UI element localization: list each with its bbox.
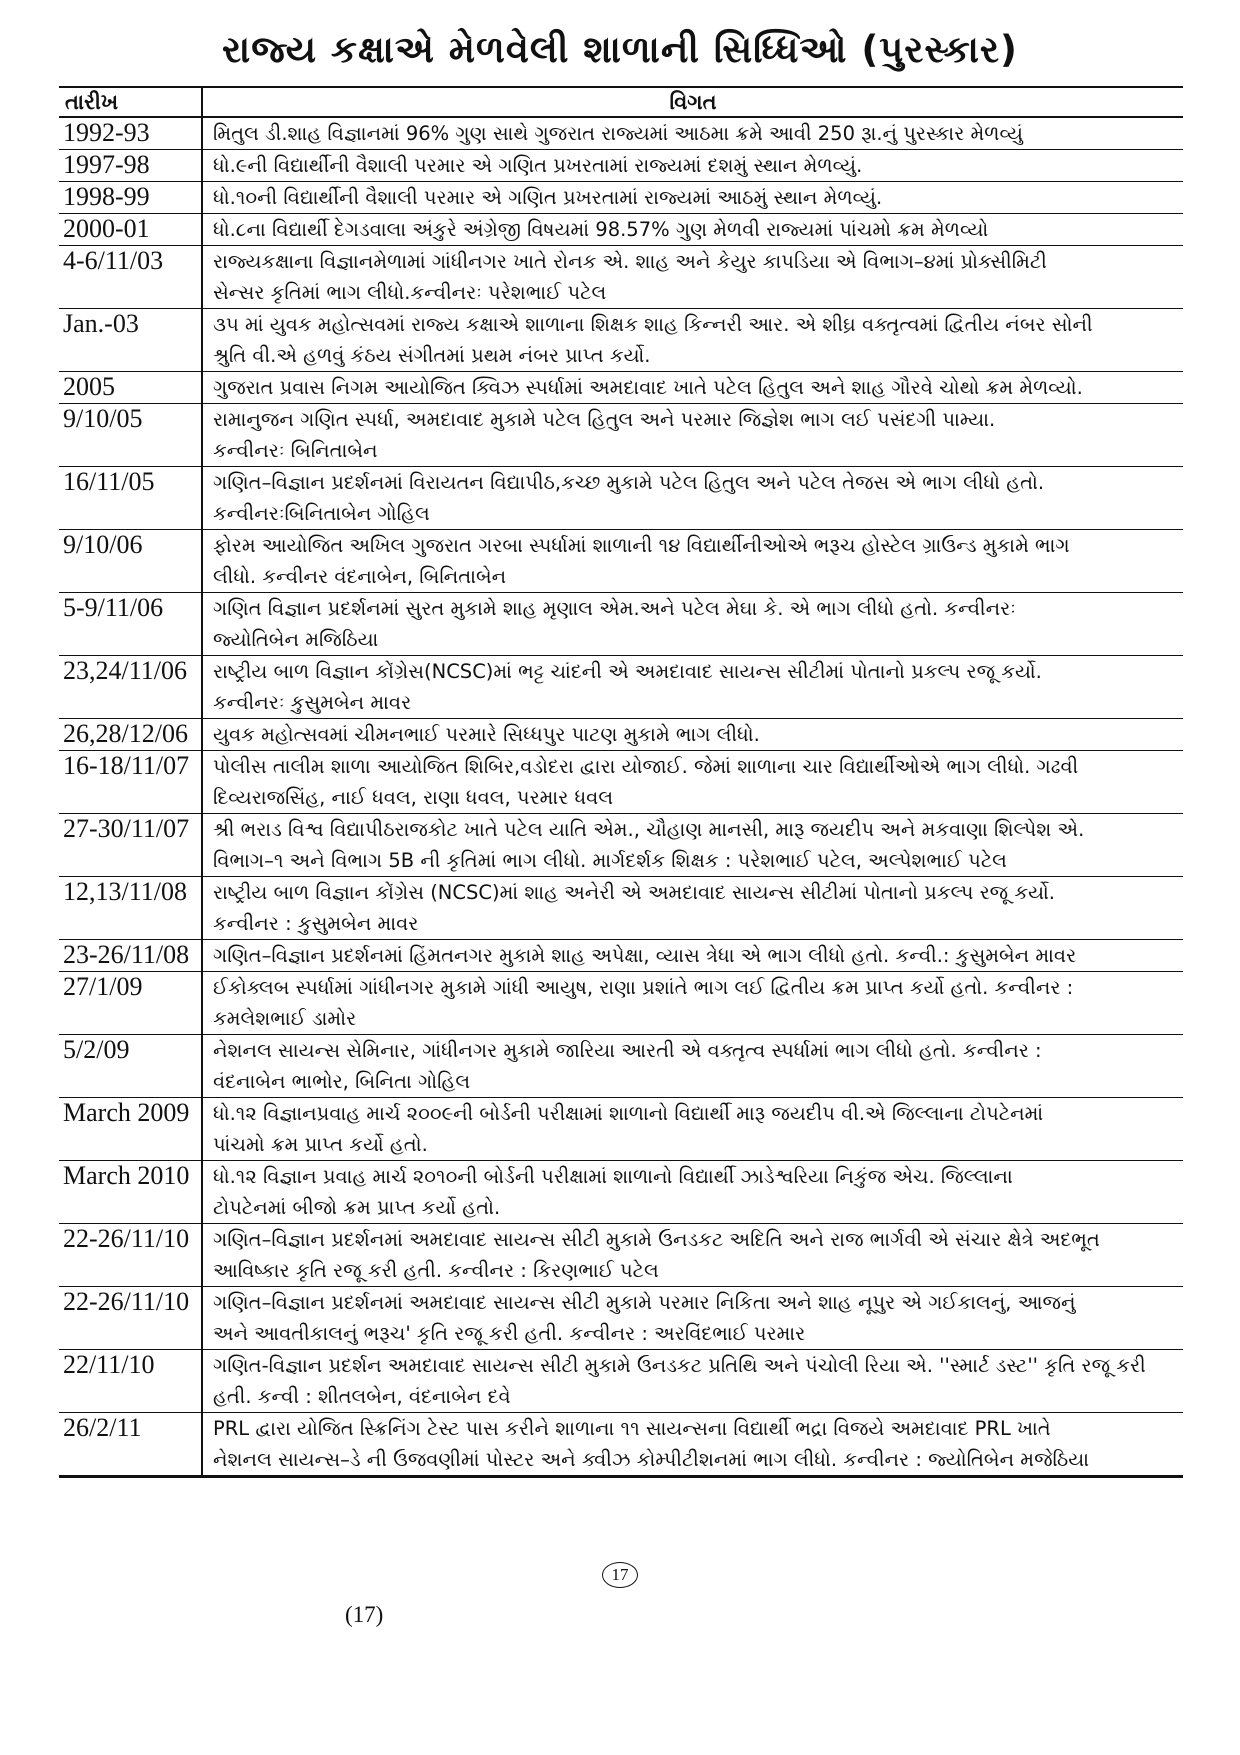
detail-line: ટોપટેનમાં બીજો ક્રમ પ્રાપ્ત કર્યો હતો. xyxy=(213,1196,501,1219)
detail-line: મિતુલ ડી.શાહ વિજ્ઞાનમાં 96% ગુણ સાથે ગુજરાત રાજ્યમાં આઠમા ક્રમે આવી 250 રૂા.નું પુરસ્કાર મેળવ્યું xyxy=(213,122,1023,145)
detail-line: PRL દ્વારા યોજિત સ્ક્રિનિંગ ટેસ્ટ પાસ કરીને શાળાના ૧૧ સાયન્સના વિદ્યાર્થી ભદ્રા વિજયે અમદાવાદ PRL ખાતે xyxy=(213,1417,1051,1440)
row-detail xyxy=(202,1098,1183,1161)
row-detail xyxy=(202,656,1183,719)
row-detail xyxy=(202,182,1183,214)
detail-line: ફોરમ આયોજિત અખિલ ગુજરાત ગરબા સ્પર્ધામાં શાળાની ૧૪ વિદ્યાર્થીનીઓએ ભરૂચ હોસ્ટેલ ગ્રાઉન્ડ મુકામે ભાગ xyxy=(213,534,1070,557)
table-row xyxy=(59,467,1183,530)
detail-line: ધો.૮ના વિદ્યાર્થી દેગડવાલા અંકુરે અંગ્રેજી વિષયમાં 98.57% ગુણ મેળવી રાજ્યમાં પાંચમો ક્રમ મેળવ્યો xyxy=(213,218,989,241)
detail-line: ગણિત–વિજ્ઞાન પ્રદર્શનમાં અમદાવાદ સાયન્સ સીટી મુકામે પરમાર નિકિતા અને શાહ નૂપુર એ ગઈકાલનું, આજનું xyxy=(213,1291,1076,1314)
detail-line: રાષ્ટ્રીય બાળ વિજ્ઞાન કોંગ્રેસ(NCSC)માં ભટ્ટ ચાંદની એ અમદાવાદ સાયન્સ સીટીમાં પોતાનો પ્રકલ્પ રજૂ કર્યો. xyxy=(213,660,1042,683)
detail-line: નેશનલ સાયન્સ સેમિનાર, ગાંધીનગર મુકામે જારિયા આરતી એ વક્તૃત્વ સ્પર્ધામાં ભાગ લીધો હતો. કન્વીનર : xyxy=(213,1039,1042,1062)
detail-line: કન્વીનર : કુસુમબેન માવર xyxy=(213,912,419,935)
table-row xyxy=(59,214,1183,246)
row-detail xyxy=(202,404,1183,467)
row-date: March 2009 xyxy=(59,1098,202,1161)
detail-line: કન્વીનરઃબિનિતાબેન ગોહિલ xyxy=(213,502,430,525)
row-date: 2000-01 xyxy=(59,214,202,246)
row-date: 16-18/11/07 xyxy=(59,751,202,814)
table-row xyxy=(59,814,1183,877)
table-row xyxy=(59,719,1183,751)
row-date: 5-9/11/06 xyxy=(59,593,202,656)
detail-line: ધો.૯ની વિદ્યાર્થીની વૈશાલી પરમાર એ ગણિત પ્રખરતામાં રાજ્યમાં દશમું સ્થાન મેળવ્યું. xyxy=(213,154,863,177)
table-row xyxy=(59,246,1183,309)
row-date: 1998-99 xyxy=(59,182,202,214)
row-detail xyxy=(202,309,1183,372)
detail-line: ૩૫ માં યુવક મહોત્સવમાં રાજ્ય કક્ષાએ શાળાના શિક્ષક શાહ કિન્નરી આર. એ શીઘ્ર વક્તૃત્વમાં દ્વિતીય નંબર સોની xyxy=(213,313,1093,336)
table-row xyxy=(59,1161,1183,1224)
row-detail xyxy=(202,467,1183,530)
row-date: 22/11/10 xyxy=(59,1350,202,1413)
detail-line: ગણિત–વિજ્ઞાન પ્રદર્શનમાં અમદાવાદ સાયન્સ સીટી મુકામે ઉનડકટ અદિતિ અને રાજ ભાર્ગવી એ સંચાર ક્ષેત્રે અદભૂત xyxy=(213,1228,1100,1251)
table-header-row xyxy=(59,87,1183,117)
detail-line: શ્રી ભરાડ વિશ્વ વિદ્યાપીઠરાજકોટ ખાતે પટેલ યાતિ એમ., ચૌહાણ માનસી, મારૂ જયદીપ અને મકવાણા શિલ્પેશ એ. xyxy=(213,818,1085,841)
row-date: 26/2/11 xyxy=(59,1413,202,1477)
detail-line: આવિષ્કાર કૃતિ રજૂ કરી હતી. કન્વીનર : કિરણભાઈ પટેલ xyxy=(213,1259,659,1282)
detail-line: ધો.૧૨ વિજ્ઞાનપ્રવાહ માર્ચ ૨૦૦૯ની બોર્ડની પરીક્ષામાં શાળાનો વિદ્યાર્થી મારૂ જયદીપ વી.એ જિલ્લાના ટોપટેનમાં xyxy=(213,1102,1044,1125)
detail-line: પોલીસ તાલીમ શાળા આયોજિત શિબિર,વડોદરા દ્વારા યોજાઈ. જેમાં શાળાના ચાર વિદ્યાર્થીઓએ ભાગ લીધો. ગઢવી xyxy=(213,755,1079,778)
detail-line: ધો.૧૨ વિજ્ઞાન પ્રવાહ માર્ચ ૨૦૧૦ની બોર્ડની પરીક્ષામાં શાળાનો વિદ્યાર્થી ઝાડેશ્વરિયા નિકુંજ એચ. જિલ્લાના xyxy=(213,1165,1013,1188)
row-detail xyxy=(202,940,1183,972)
row-date: 16/11/05 xyxy=(59,467,202,530)
table-row xyxy=(59,372,1183,404)
table-row xyxy=(59,1287,1183,1350)
detail-line: રાષ્ટ્રીય બાળ વિજ્ઞાન કોંગ્રેસ (NCSC)માં શાહ અનેરી એ અમદાવાદ સાયન્સ સીટીમાં પોતાનો પ્રકલ્પ રજૂ કર્યો. xyxy=(213,881,1055,904)
detail-line: સેન્સર કૃતિમાં ભાગ લીધો.કન્વીનરઃ પરેશભાઈ પટેલ xyxy=(213,281,607,304)
detail-line: અને આવતીકાલનું ભરૂચ' કૃતિ રજૂ કરી હતી. કન્વીનર : અરવિંદભાઈ પરમાર xyxy=(213,1322,806,1345)
row-detail xyxy=(202,1224,1183,1287)
row-detail xyxy=(202,117,1183,150)
table-row xyxy=(59,1350,1183,1413)
row-date: 1992-93 xyxy=(59,117,202,150)
row-date: 12,13/11/08 xyxy=(59,877,202,940)
detail-line: વંદનાબેન ભાભોર, બિનિતા ગોહિલ xyxy=(213,1070,471,1093)
row-detail xyxy=(202,1350,1183,1413)
page-title: રાજ્ય કક્ષાએ મેળવેલી શાળાની સિધ્ધિઓ (પુરસ્કાર) xyxy=(222,28,1018,71)
row-detail xyxy=(202,814,1183,877)
row-date: 2005 xyxy=(59,372,202,404)
row-date: Jan.-03 xyxy=(59,309,202,372)
row-detail xyxy=(202,372,1183,404)
table-row xyxy=(59,751,1183,814)
detail-line: પાંચમો ક્રમ પ્રાપ્ત કર્યો હતો. xyxy=(213,1133,428,1156)
row-date: 22-26/11/10 xyxy=(59,1287,202,1350)
row-detail xyxy=(202,1161,1183,1224)
detail-line: વિભાગ–૧ અને વિભાગ 5B ની કૃતિમાં ભાગ લીધો. માર્ગદર્શક શિક્ષક : પરેશભાઈ પટેલ, અલ્પેશભાઈ પટેલ xyxy=(213,849,1007,872)
table-body xyxy=(59,117,1183,1477)
detail-line: કન્વીનરઃ બિનિતાબેન xyxy=(213,439,378,462)
table-row xyxy=(59,656,1183,719)
row-date: 23-26/11/08 xyxy=(59,940,202,972)
row-date: 4-6/11/03 xyxy=(59,246,202,309)
row-date: 23,24/11/06 xyxy=(59,656,202,719)
row-date: 5/2/09 xyxy=(59,1035,202,1098)
row-date: 1997-98 xyxy=(59,150,202,182)
row-detail xyxy=(202,1413,1183,1477)
detail-line: ધો.૧૦ની વિદ્યાર્થીની વૈશાલી પરમાર એ ગણિત પ્રખરતામાં રાજ્યમાં આઠમું સ્થાન મેળવ્યું. xyxy=(213,186,883,209)
detail-line: લીધો. કન્વીનર વંદનાબેન, બિનિતાબેન xyxy=(213,565,507,588)
table-row xyxy=(59,182,1183,214)
row-detail xyxy=(202,593,1183,656)
row-date: 9/10/05 xyxy=(59,404,202,467)
column-header-detail: વિગત xyxy=(202,87,1183,117)
row-date: 27/1/09 xyxy=(59,972,202,1035)
table-row xyxy=(59,1035,1183,1098)
table-row xyxy=(59,940,1183,972)
table-row xyxy=(59,972,1183,1035)
detail-line: કમલેશભાઈ ડામોર xyxy=(213,1007,357,1030)
table-row xyxy=(59,1098,1183,1161)
table-row xyxy=(59,593,1183,656)
page-number-footer: (17) xyxy=(345,1602,384,1627)
row-detail xyxy=(202,719,1183,751)
detail-line: જ્યોતિબેન મજિઠિયા xyxy=(213,628,379,651)
row-detail xyxy=(202,877,1183,940)
row-date: 27-30/11/07 xyxy=(59,814,202,877)
row-detail xyxy=(202,751,1183,814)
table-row xyxy=(59,530,1183,593)
row-detail xyxy=(202,530,1183,593)
row-date: 26,28/12/06 xyxy=(59,719,202,751)
table-row xyxy=(59,877,1183,940)
detail-line: નેશનલ સાયન્સ–ડે ની ઉજવણીમાં પોસ્ટર અને ક્વીઝ કોમ્પીટીશનમાં ભાગ લીધો. કન્વીનર : જ્યોતિબેન મજેઠિયા xyxy=(213,1448,1090,1471)
table-row xyxy=(59,150,1183,182)
table-row xyxy=(59,1413,1183,1477)
table-row xyxy=(59,1224,1183,1287)
table-row xyxy=(59,117,1183,150)
row-detail xyxy=(202,214,1183,246)
table-row xyxy=(59,309,1183,372)
detail-line: શ્રુતિ વી.એ હળવું કંઠય સંગીતમાં પ્રથમ નંબર પ્રાપ્ત કર્યો. xyxy=(213,344,651,367)
detail-line: હતી. કન્વી : શીતલબેન, વંદનાબેન દવે xyxy=(213,1385,511,1408)
detail-line: રામાનુજન ગણિત સ્પર્ધા, અમદાવાદ મુકામે પટેલ હિતુલ અને પરમાર જિજ્ઞેશ ભાગ લઈ પસંદગી પામ્યા. xyxy=(213,408,996,431)
detail-line: ગણિત–વિજ્ઞાન પ્રદર્શનમાં હિંમતનગર મુકામે શાહ અપેક્ષા, વ્યાસ ત્રેધા એ ભાગ લીધો હતો. કન્વી.: કુસુમબેન માવર xyxy=(213,944,1077,967)
row-detail xyxy=(202,150,1183,182)
row-detail xyxy=(202,972,1183,1035)
row-date: 22-26/11/10 xyxy=(59,1224,202,1287)
row-detail xyxy=(202,1035,1183,1098)
row-date: March 2010 xyxy=(59,1161,202,1224)
detail-line: ઈકોક્લબ સ્પર્ધામાં ગાંધીનગર મુકામે ગાંધી આયુષ, રાણા પ્રશાંતે ભાગ લઈ દ્વિતીય ક્રમ પ્રાપ્ત કર્યો હતો. કન્વીનર : xyxy=(213,976,1074,999)
column-header-date: તારીખ xyxy=(59,87,202,117)
detail-line: ગણિત–વિજ્ઞાન પ્રદર્શનમાં વિરાયતન વિદ્યાપીઠ,કચ્છ મુકામે પટેલ હિતુલ અને પટેલ તેજસ એ ભાગ લીધો હતો. xyxy=(213,471,1045,494)
row-detail xyxy=(202,246,1183,309)
page-number-circle: 17 xyxy=(602,1562,638,1588)
achievements-table xyxy=(59,86,1183,1478)
detail-line: દિવ્યરાજસિંહ, નાઈ ધવલ, રાણા ધવલ, પરમાર ધવલ xyxy=(213,786,614,809)
row-detail xyxy=(202,1287,1183,1350)
table-row xyxy=(59,404,1183,467)
detail-line: ગુજરાત પ્રવાસ નિગમ આયોજિત ક્વિઝ સ્પર્ધામાં અમદાવાદ ખાતે પટેલ હિતુલ અને શાહ ગૌરવે ચોથો ક્રમ મેળવ્યો. xyxy=(213,376,1083,399)
detail-line: યુવક મહોત્સવમાં ચીમનભાઈ પરમારે સિધ્ધપુર પાટણ મુકામે ભાગ લીધો. xyxy=(213,723,760,746)
row-date: 9/10/06 xyxy=(59,530,202,593)
detail-line: રાજ્યકક્ષાના વિજ્ઞાનમેળામાં ગાંધીનગર ખાતે રોનક એ. શાહ અને કેયુર કાપડિયા એ વિભાગ–૪માં પ્રોક્સીમિટી xyxy=(213,250,1047,273)
detail-line: ગણિત વિજ્ઞાન પ્રદર્શનમાં સુરત મુકામે શાહ મૃણાલ એમ.અને પટેલ મેઘા કે. એ ભાગ લીધો હતો. કન્વીનરઃ xyxy=(213,597,1016,620)
detail-line: કન્વીનરઃ કુસુમબેન માવર xyxy=(213,691,412,714)
detail-line: ગણિત-વિજ્ઞાન પ્રદર્શન અમદાવાદ સાયન્સ સીટી મુકામે ઉનડકટ પ્રતિથિ અને પંચોલી રિયા એ. ''સ્માર્ટ ડસ્ટ'' કૃતિ રજૂ કરી xyxy=(213,1354,1146,1377)
